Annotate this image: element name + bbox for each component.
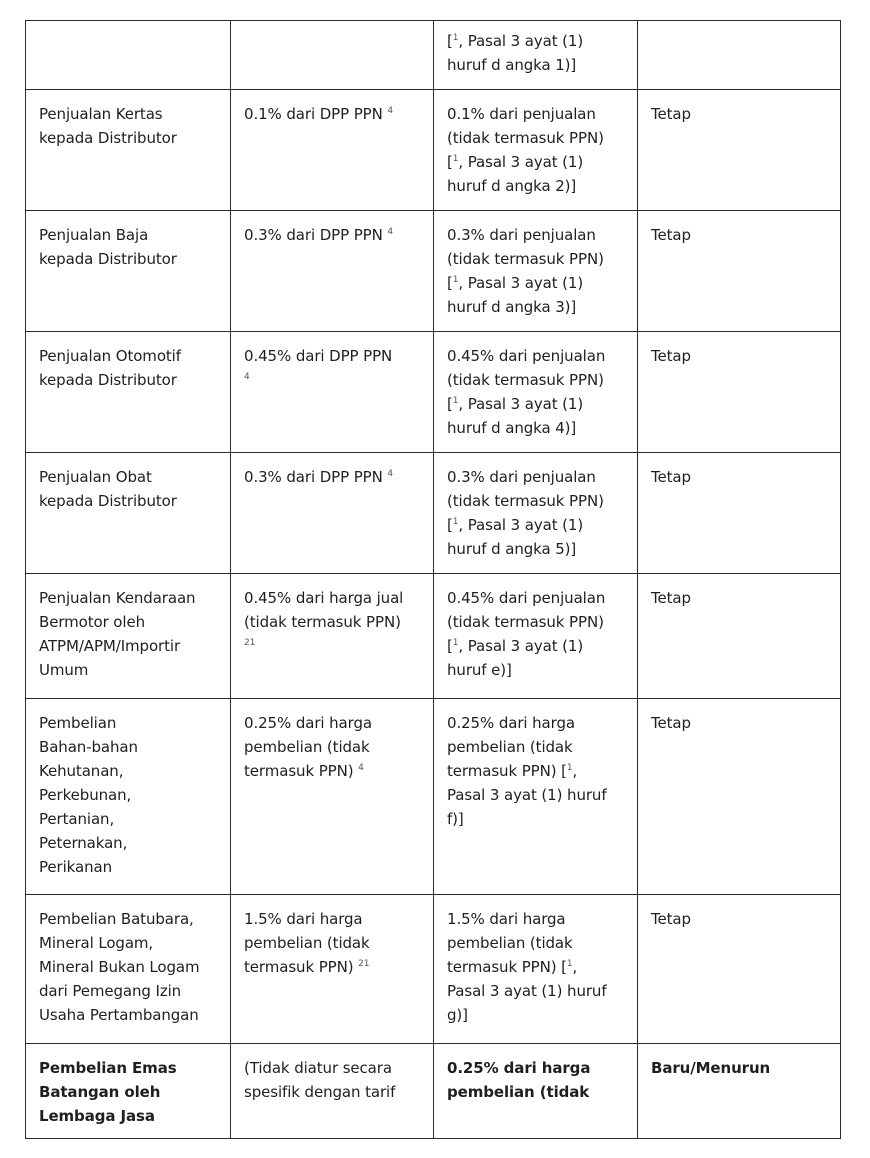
- cell-text: 0.25% dari harga pembelian (tidak: [447, 1059, 591, 1101]
- table-cell-old-rate: [231, 895, 434, 1044]
- cell-text: 1.5% dari harga pembelian (tidak termasuk PPN): [244, 910, 370, 976]
- cell-text: [: [447, 32, 453, 50]
- table-cell-status: [638, 574, 841, 699]
- table-cell-old-rate: [231, 699, 434, 895]
- table-cell-old-rate: [231, 1044, 434, 1139]
- footnote-ref: 4: [387, 106, 394, 116]
- table-cell-new-rate: [434, 211, 638, 332]
- cell-text: , Pasal 3 ayat (1) huruf f)]: [447, 762, 607, 828]
- table-cell-old-rate: [231, 21, 434, 90]
- cell-text: , Pasal 3 ayat (1) huruf d angka 5)]: [447, 516, 584, 558]
- table-cell-status: [638, 21, 841, 90]
- table-cell-status: [638, 90, 841, 211]
- footnote-ref: 4: [387, 469, 394, 479]
- cell-text: 0.45% dari DPP PPN: [244, 347, 393, 365]
- cell-text: , Pasal 3 ayat (1) huruf d angka 3)]: [447, 274, 584, 316]
- table-cell-status: [638, 1044, 841, 1139]
- cell-text: Tetap: [651, 589, 691, 607]
- footnote-ref: 1: [452, 396, 459, 406]
- cell-text: Penjualan Kertas kepada Distributor: [39, 105, 177, 147]
- table-cell-item: [26, 453, 231, 574]
- cell-text: Penjualan Kendaraan Bermotor oleh ATPM/APM/Importir Umum: [39, 589, 196, 679]
- table-row: [26, 574, 841, 699]
- table-cell-item: [26, 1044, 231, 1139]
- cell-text: 1.5% dari harga pembelian (tidak termasuk PPN) [: [447, 910, 573, 976]
- table-row: [26, 699, 841, 895]
- cell-text: Baru/Menurun: [651, 1059, 771, 1077]
- footnote-ref: 4: [387, 227, 394, 237]
- table-cell-new-rate: [434, 453, 638, 574]
- table-cell-new-rate: [434, 332, 638, 453]
- cell-text: , Pasal 3 ayat (1) huruf d angka 1)]: [447, 32, 584, 74]
- table-cell-item: [26, 574, 231, 699]
- cell-text: 0.25% dari harga pembelian (tidak termasuk PPN) [: [447, 714, 575, 780]
- footnote-ref: 1: [452, 638, 459, 648]
- cell-text: 0.3% dari DPP PPN: [244, 468, 388, 486]
- cell-text: Pembelian Bahan-bahan Kehutanan, Perkebunan, Pertanian, Peternakan, Perikanan: [39, 714, 138, 876]
- table-row: [26, 1044, 841, 1139]
- table-cell-item: [26, 90, 231, 211]
- table-row: [26, 332, 841, 453]
- table-cell-new-rate: [434, 90, 638, 211]
- table-cell-old-rate: [231, 574, 434, 699]
- table-cell-old-rate: [231, 90, 434, 211]
- table-cell-old-rate: [231, 332, 434, 453]
- table-cell-status: [638, 699, 841, 895]
- footnote-ref: 1: [452, 33, 459, 43]
- table-cell-status: [638, 895, 841, 1044]
- cell-text: (Tidak diatur secara spesifik dengan tarif: [244, 1059, 396, 1101]
- tax-rate-table: [25, 20, 841, 1139]
- table-cell-old-rate: [231, 211, 434, 332]
- table-row: [26, 895, 841, 1044]
- cell-text: Tetap: [651, 468, 691, 486]
- footnote-ref: 1: [452, 275, 459, 285]
- table-row: [26, 21, 841, 90]
- cell-text: , Pasal 3 ayat (1) huruf g)]: [447, 958, 607, 1024]
- cell-text: 0.25% dari harga pembelian (tidak termasuk PPN): [244, 714, 372, 780]
- table-cell-item: [26, 211, 231, 332]
- cell-text: 0.3% dari DPP PPN: [244, 226, 388, 244]
- cell-text: , Pasal 3 ayat (1) huruf d angka 4)]: [447, 395, 584, 437]
- cell-text: , Pasal 3 ayat (1) huruf e)]: [447, 637, 584, 679]
- footnote-ref: 21: [358, 959, 370, 969]
- cell-text: 0.45% dari penjualan (tidak termasuk PPN) [: [447, 347, 606, 413]
- footnote-ref: 1: [566, 959, 573, 969]
- table-cell-status: [638, 211, 841, 332]
- cell-text: Tetap: [651, 226, 691, 244]
- table-cell-item: [26, 895, 231, 1044]
- cell-text: , Pasal 3 ayat (1) huruf d angka 2)]: [447, 153, 584, 195]
- cell-text: 0.3% dari penjualan (tidak termasuk PPN) [: [447, 226, 604, 292]
- cell-text: Tetap: [651, 347, 691, 365]
- table-cell-item: [26, 699, 231, 895]
- cell-text: 0.45% dari penjualan (tidak termasuk PPN) [: [447, 589, 606, 655]
- table-cell-new-rate: [434, 699, 638, 895]
- cell-text: Tetap: [651, 910, 691, 928]
- cell-text: Pembelian Batubara, Mineral Logam, Mineral Bukan Logam dari Pemegang Izin Usaha Pertambangan: [39, 910, 200, 1024]
- cell-text: Penjualan Baja kepada Distributor: [39, 226, 177, 268]
- table-cell-old-rate: [231, 453, 434, 574]
- footnote-ref: 1: [452, 517, 459, 527]
- footnote-ref: 1: [566, 763, 573, 773]
- cell-text: Penjualan Otomotif kepada Distributor: [39, 347, 181, 389]
- table-cell-new-rate: [434, 574, 638, 699]
- footnote-ref: 4: [244, 372, 250, 382]
- table-cell-status: [638, 453, 841, 574]
- cell-text: Pembelian Emas Batangan oleh Lembaga Jasa: [39, 1059, 177, 1125]
- table-cell-new-rate: [434, 1044, 638, 1139]
- table-row: [26, 90, 841, 211]
- table-row: [26, 211, 841, 332]
- cell-text: 0.3% dari penjualan (tidak termasuk PPN) [: [447, 468, 604, 534]
- cell-text: Penjualan Obat kepada Distributor: [39, 468, 177, 510]
- cell-text: Tetap: [651, 714, 691, 732]
- table-cell-item: [26, 21, 231, 90]
- table-cell-item: [26, 332, 231, 453]
- table-row: [26, 453, 841, 574]
- table-body: [26, 21, 841, 1139]
- footnote-ref: 4: [358, 763, 364, 773]
- footnote-ref: 1: [452, 154, 459, 164]
- table-cell-new-rate: [434, 21, 638, 90]
- footnote-ref: 21: [244, 638, 256, 648]
- cell-text: Tetap: [651, 105, 691, 123]
- table-cell-status: [638, 332, 841, 453]
- table-cell-new-rate: [434, 895, 638, 1044]
- cell-text: 0.1% dari penjualan (tidak termasuk PPN) [: [447, 105, 604, 171]
- cell-text: 0.1% dari DPP PPN: [244, 105, 388, 123]
- cell-text: 0.45% dari harga jual (tidak termasuk PPN): [244, 589, 404, 631]
